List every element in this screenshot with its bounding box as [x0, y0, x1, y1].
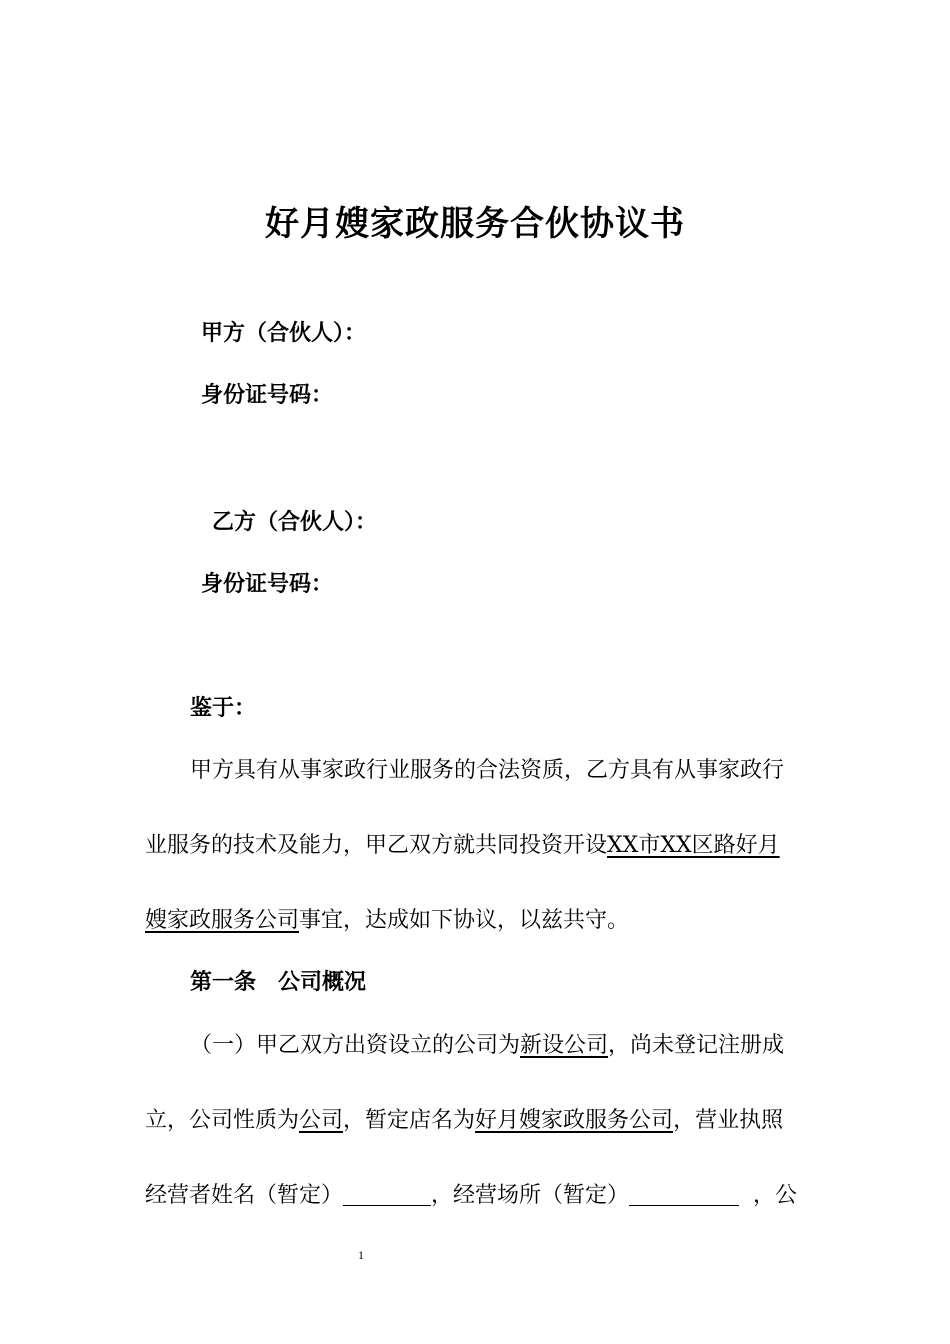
article-1-line-3-text-a: 经营者姓名（暂定）	[145, 1183, 344, 1208]
company-name-underlined: 嫂家政服务公司	[145, 908, 300, 933]
party-b-label: 乙方（合伙人）：	[212, 509, 378, 535]
company-type-underlined: 新设公司	[520, 1033, 609, 1058]
whereas-line-2-text: 业服务的技术及能力，甲乙双方就共同投资开设	[145, 833, 608, 858]
article-1-line-2-text-a: 立，公司性质为	[145, 1108, 300, 1133]
article-1-line-2-text-b: ，暂定店名为	[343, 1108, 476, 1133]
party-a-id-label: 身份证号码：	[201, 382, 334, 408]
article-1-line-2	[145, 1103, 783, 1134]
article-1-line-3	[145, 1178, 797, 1209]
party-b-id-label: 身份证号码：	[201, 571, 334, 597]
company-nature-underlined: 公司	[299, 1108, 344, 1133]
operator-name-blank	[343, 1185, 431, 1206]
store-name-underlined: 好月嫂家政服务公司	[475, 1108, 674, 1133]
whereas-line-3	[145, 903, 629, 934]
article-1-line-1	[190, 1028, 784, 1059]
business-location-blank	[629, 1185, 739, 1206]
article-1-line-1-text-b: ，尚未登记注册成	[608, 1033, 785, 1058]
article-1-heading: 第一条 公司概况	[190, 969, 367, 995]
document-title: 好月嫂家政服务合伙协议书	[265, 204, 685, 244]
article-1-line-3-text-b: ，经营场所（暂定）	[431, 1183, 630, 1208]
whereas-line-3-text: 事宜，达成如下协议，以兹共守。	[299, 908, 630, 933]
whereas-heading: 鉴于：	[190, 695, 257, 721]
article-1-line-2-text-c: ，营业执照	[673, 1108, 784, 1133]
party-a-label: 甲方（合伙人）：	[201, 320, 367, 346]
company-address-underlined: XX市XX区路好月	[607, 833, 780, 858]
article-1-line-3-text-c: ，公	[753, 1183, 798, 1208]
page-number: 1	[358, 1248, 364, 1262]
whereas-line-2	[145, 828, 780, 859]
article-1-line-1-text-a: （一）甲乙双方出资设立的公司为	[190, 1033, 521, 1058]
whereas-line-1: 甲方具有从事家政行业服务的合法资质，乙方具有从事家政行	[190, 758, 785, 783]
